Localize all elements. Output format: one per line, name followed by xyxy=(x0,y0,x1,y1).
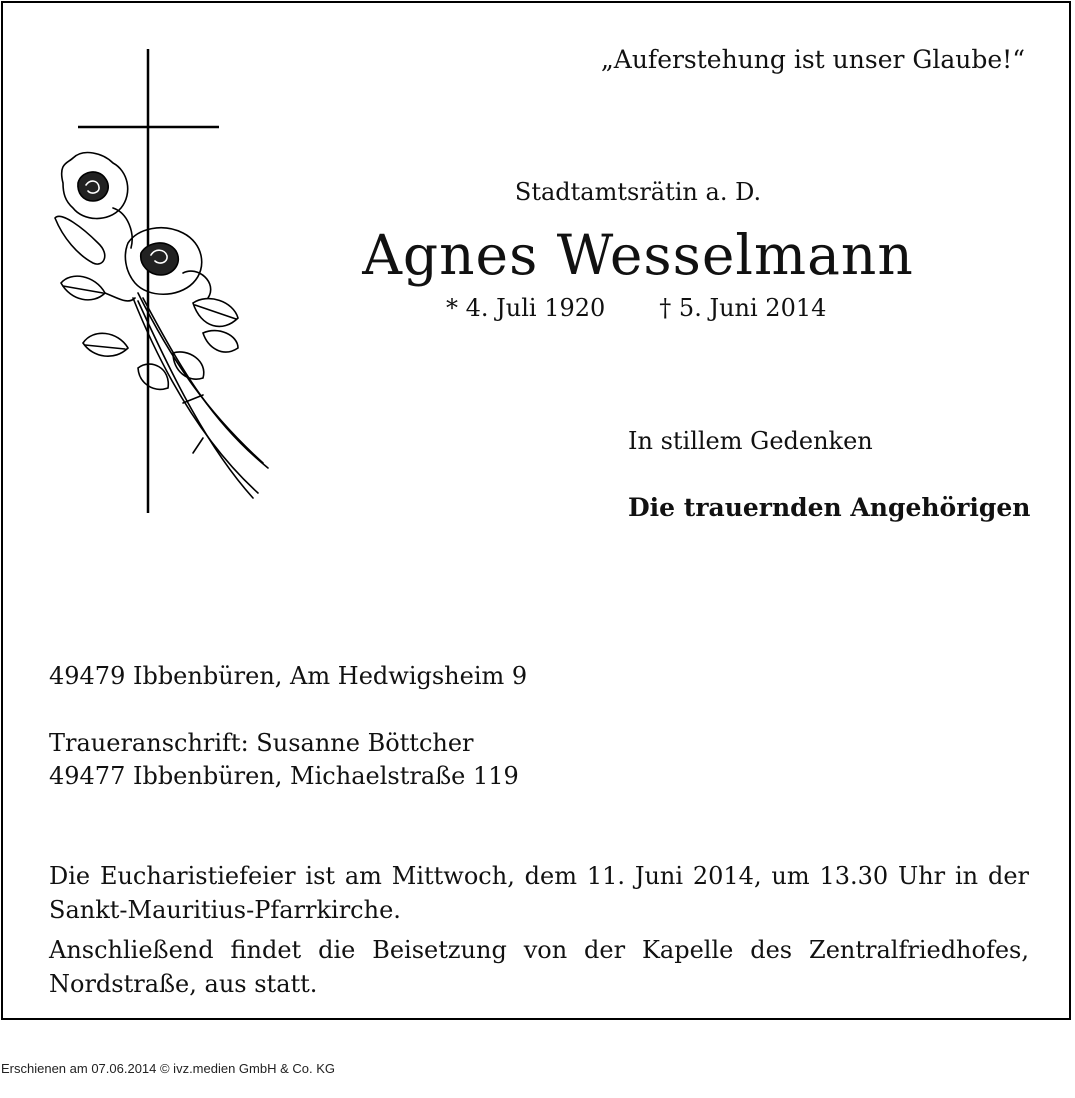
mourning-address xyxy=(49,727,519,793)
birth-date: * 4. Juli 1920 xyxy=(446,294,606,322)
family-signature: Die trauernden Angehörigen xyxy=(628,493,1031,522)
mourning-address-line1: Traueranschrift: Susanne Böttcher xyxy=(49,729,474,757)
quote-text: „Auferstehung ist unser Glaube!“ xyxy=(600,45,1025,74)
memorial-text: In stillem Gedenken xyxy=(628,427,873,455)
burial-paragraph: Anschließend findet die Beisetzung von der Kapelle des Zentralfriedhofes, Nordstraße, aus statt. xyxy=(49,936,1029,998)
residence-address: 49479 Ibbenbüren, Am Hedwigsheim 9 xyxy=(49,662,528,690)
publication-footer: Erschienen am 07.06.2014 © ivz.medien GmbH & Co. KG xyxy=(1,1061,336,1076)
life-dates xyxy=(446,294,826,322)
service-paragraph: Die Eucharistiefeier ist am Mittwoch, dem 11. Juni 2014, um 13.30 Uhr in der Sankt-Mauritius-Pfarrkirche. xyxy=(49,862,1029,924)
death-date: † 5. Juni 2014 xyxy=(659,294,827,322)
mourning-address-line2: 49477 Ibbenbüren, Michaelstraße 119 xyxy=(49,762,519,790)
obituary-notice xyxy=(1,1,1071,1020)
deceased-title: Stadtamtsrätin a. D. xyxy=(514,178,762,206)
deceased-name: Agnes Wesselmann xyxy=(362,223,914,287)
